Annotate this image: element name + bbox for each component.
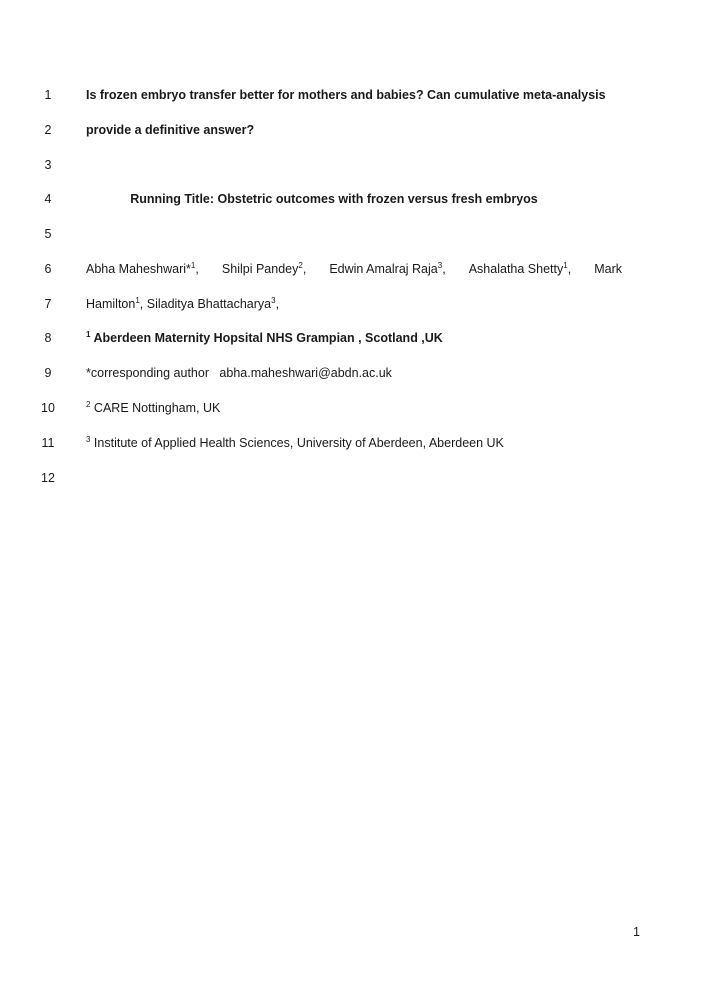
manuscript-line-10	[0, 398, 707, 418]
author: Ashalatha Shetty$^1$,	[468, 260, 572, 276]
corresponding-author: *corresponding author abha.maheshwari@abdn.ac.uk	[86, 366, 392, 380]
title-line-2: provide a definitive answer?	[86, 123, 255, 137]
manuscript-line-1	[0, 85, 707, 105]
line-number: 10	[41, 401, 55, 415]
line-number: 7	[44, 297, 52, 311]
manuscript-line-5	[0, 224, 707, 244]
author: Hamilton$^1$,	[86, 295, 144, 311]
line-number: 4	[44, 192, 52, 206]
author-list-continued	[86, 294, 622, 314]
line-number: 1	[44, 88, 52, 102]
line-number: 3	[44, 158, 52, 172]
page-number: 1	[633, 925, 640, 939]
line-number: 2	[44, 123, 52, 137]
line-number: 9	[44, 366, 52, 380]
manuscript-line-2	[0, 120, 707, 140]
author: Mark	[594, 262, 622, 276]
author: Abha Maheshwari*$^1$,	[86, 260, 199, 276]
manuscript-line-3	[0, 155, 707, 175]
line-number: 12	[41, 471, 55, 485]
manuscript-line-7	[0, 294, 707, 314]
affiliation-3: $^3$ Institute of Applied Health Sciences, University of Aberdeen, Aberdeen UK	[86, 434, 504, 450]
manuscript-line-9	[0, 363, 707, 383]
affiliation-1: $^1$ Aberdeen Maternity Hopsital NHS Grampian , Scotland ,UK	[86, 329, 443, 345]
author: Edwin Amalraj Raja$^3$,	[329, 260, 446, 276]
line-number: 6	[44, 262, 52, 276]
affiliation-2: $^2$ CARE Nottingham, UK	[86, 399, 221, 415]
author-list	[86, 259, 622, 279]
author: Siladitya Bhattacharya$^3$,	[143, 295, 280, 311]
manuscript-line-4	[0, 189, 707, 209]
line-number: 5	[44, 227, 52, 241]
running-title: Running Title: Obstetric outcomes with frozen versus fresh embryos	[130, 192, 538, 206]
author: Shilpi Pandey$^2$,	[221, 260, 307, 276]
manuscript-line-8	[0, 328, 707, 348]
line-number: 8	[44, 331, 52, 345]
manuscript-line-11	[0, 433, 707, 453]
manuscript-line-12	[0, 468, 707, 488]
title-line-1: Is frozen embryo transfer better for mothers and babies? Can cumulative meta-analysis	[86, 88, 606, 102]
manuscript-line-6	[0, 259, 707, 279]
line-number: 11	[41, 436, 55, 450]
